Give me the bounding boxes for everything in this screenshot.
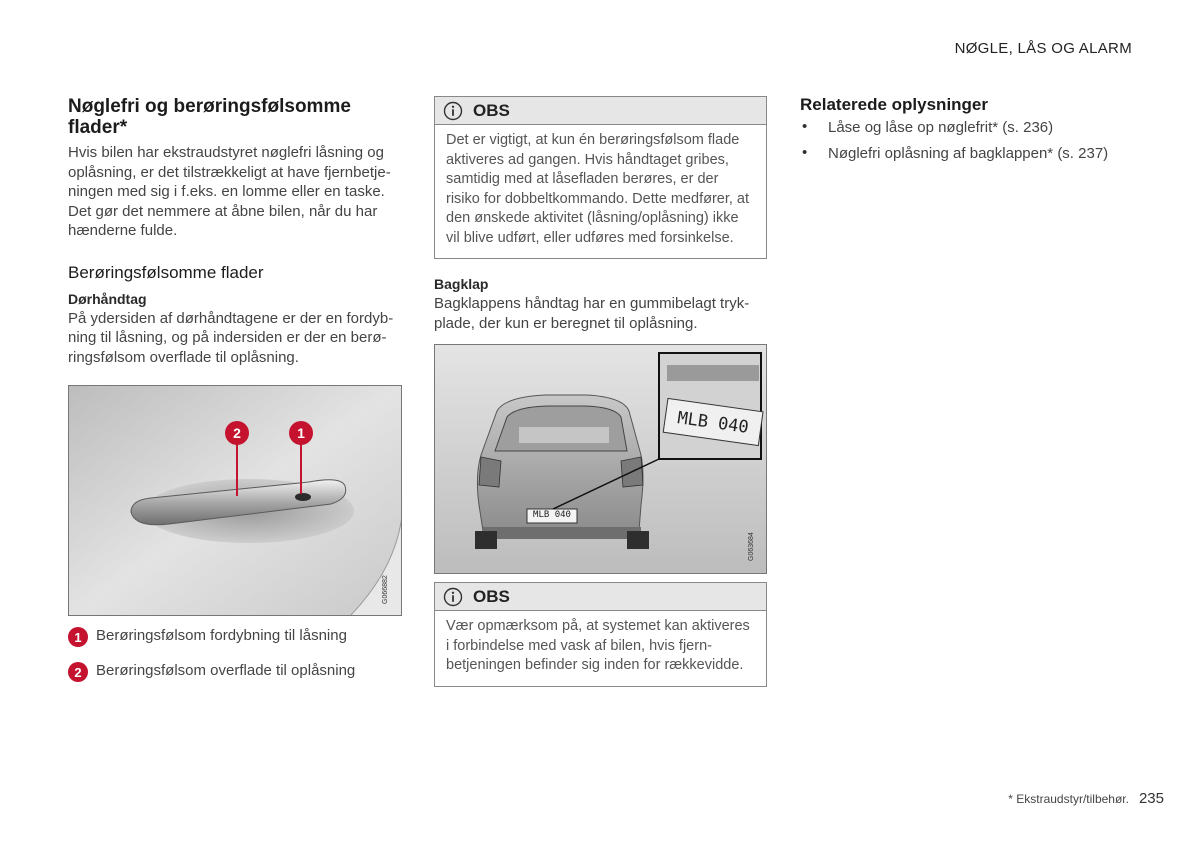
callout-item (68, 661, 402, 682)
callout-text: Berøringsfølsom overflade til oplåsning (96, 662, 356, 679)
tailgate-paragraph: Bagklappens håndtag har en gummibelagt trykplade, der kun er beregnet til oplåsning. (434, 295, 750, 332)
callout-list (68, 626, 402, 682)
subsection-title-door-handle: Dørhåndtag (68, 290, 147, 307)
obs-text: Vær opmærksom på, at systemet kan aktiveres i forbindelse med vask af bilen, hvis fjernbetjeningen befinder sig inden for rækkevidde. (446, 618, 750, 673)
info-circle-icon (443, 587, 463, 607)
bullet-icon: • (802, 144, 808, 161)
callout-text: Berøringsfølsom fordybning til låsning (96, 627, 347, 644)
obs-title: OBS (473, 100, 510, 120)
marker-2-label: 2 (233, 425, 241, 441)
intro-paragraph: Hvis bilen har ekstraudstyret nøglefri låsning og oplåsning, er det tilstrækkeligt at have fjernbetjeningen med sig i f.eks. en lomme eller en taske. Det gør det nemmere at åbne bilen, når du har hænderne fulde. (68, 144, 391, 239)
figure-code: G066882 (382, 575, 389, 604)
related-link-text: Nøglefri oplåsning af bagklappen* (s. 237) (828, 145, 1109, 162)
callout-number: 1 (68, 627, 88, 647)
obs-text: Det er vigtigt, at kun én berøringsfølsom flade aktiveres ad gangen. Hvis håndtaget gribes, samtidig med at låsefladen berøres, er der risiko for dobbeltkommando. Dette medfører, at den ønskede aktivitet (låsning/oplåsning) ikke vil blive udført, eller udføres med forsinkelse. (446, 132, 750, 246)
page-title: Nøglefri og berøringsfølsomme flader* (68, 96, 351, 138)
car-rear-drawing (435, 345, 767, 574)
related-link-text: Låse og låse op nøglefrit* (s. 236) (828, 119, 1054, 136)
door-handle-drawing (69, 386, 402, 616)
related-info-title: Relaterede oplysninger (800, 95, 989, 114)
bullet-icon: • (802, 118, 808, 135)
obs-title: OBS (473, 586, 510, 606)
marker-1-label: 1 (297, 425, 305, 441)
obs-header (435, 97, 766, 125)
info-circle-icon (443, 101, 463, 121)
column-left (68, 96, 402, 696)
plate-text-zoom: MLB 040 (676, 408, 750, 438)
figure-code: G063684 (748, 532, 755, 561)
obs-header (435, 583, 766, 611)
door-handle-illustration (68, 385, 402, 616)
tailgate-illustration (434, 344, 767, 574)
callout-number: 2 (68, 662, 88, 682)
section-title: Berøringsfølsomme flader (68, 262, 264, 282)
door-handle-paragraph: På ydersiden af dørhåndtagene er der en fordybning til låsning, og på indersiden er der en berøringsfølsom overflade til oplåsning. (68, 309, 394, 366)
obs-box (434, 96, 767, 259)
related-info-list (800, 118, 1134, 163)
callout-item (68, 626, 402, 647)
page-footer (1008, 790, 1164, 807)
column-right (800, 96, 1134, 170)
related-link-keyless-lock[interactable] (800, 118, 1134, 137)
footnote: * Ekstraudstyr/tilbehør. (1008, 792, 1129, 806)
subsection-title-tailgate: Bagklap (434, 276, 489, 292)
page-number: 235 (1138, 790, 1164, 807)
obs-box (434, 582, 767, 687)
column-middle (434, 96, 767, 687)
related-link-keyless-tailgate[interactable] (800, 144, 1134, 163)
plate-text-small: MLB 040 (533, 510, 571, 520)
chapter-title: NØGLE, LÅS OG ALARM (954, 40, 1132, 57)
